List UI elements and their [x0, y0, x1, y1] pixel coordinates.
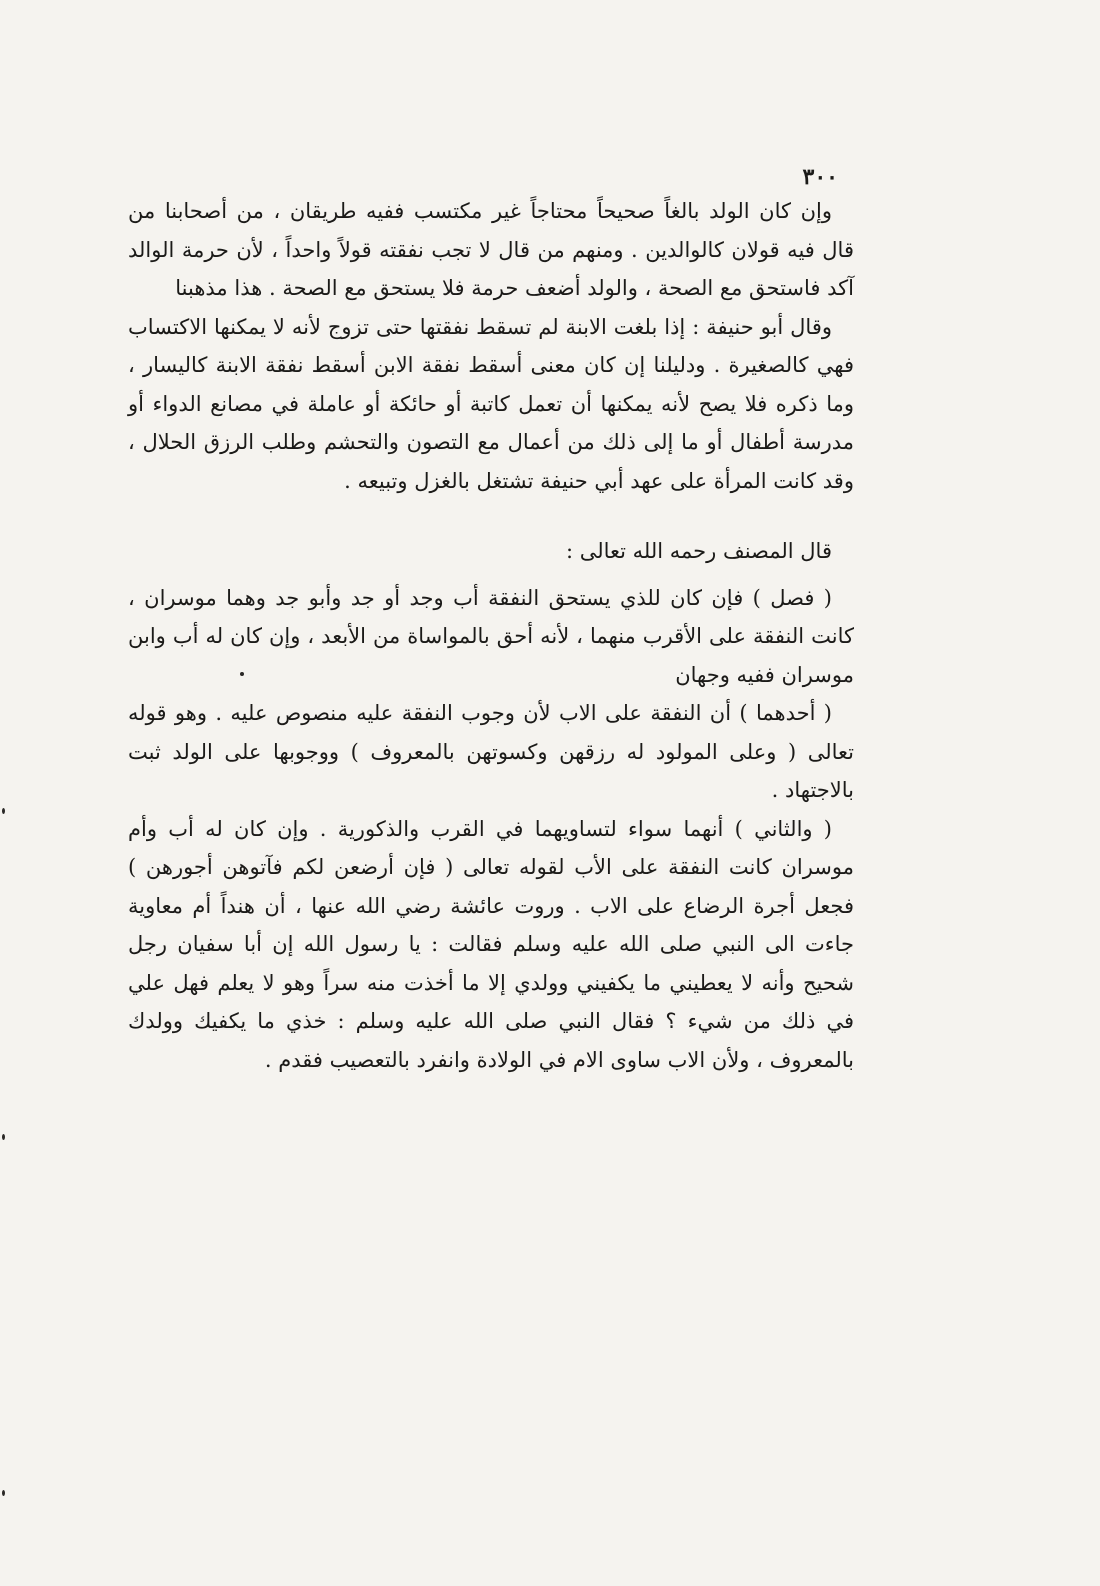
print-speck: [2, 1134, 5, 1140]
paragraph: وقال أبو حنيفة : إذا بلغت الابنة لم تسقط نفقتها حتى تزوج لأنه لا يمكنها الاكتساب فهي كالصغيرة . ودليلنا إن كان معنى أسقط نفقة الابن أسقط نفقة الابنة كاليسار ، وما ذكره فلا يصح لأنه يمكنها أن تعمل كاتبة أو حائكة أو عاملة في مصانع الدواء أو مدرسة أطفال أو ما إلى ذلك من أعمال مع التصون والتحشم وطلب الرزق الحلال ، وقد كانت المرأة على عهد أبي حنيفة تشتغل بالغزل وتبيعه .: [128, 314, 854, 493]
section-paragraph: ( والثاني ) أنهما سواء لتساويهما في القرب والذكورية . وإن كان له أب وأم موسران كانت النفقة على الأب لقوله تعالى ( فإن أرضعن لكم فآتوهن أجورهن ) فجعل أجرة الرضاع على الاب . وروت عائشة رضي الله عنها ، أن هنداً أم معاوية جاءت الى النبي صلى الله عليه وسلم فقالت : يا رسول الله إن أبا سفيان رجل شحيح وأنه لا يعطيني ما يكفيني وولدي إلا ما أخذت منه سراً وهو لا يعلم فهل علي في ذلك من شيء ؟ فقال النبي صلى الله عليه وسلم : خذي ما يكفيك وولدك بالمعروف ، ولأن الاب ساوى الام في الولادة وانفرد بالتعصيب فقدم .: [128, 816, 854, 1072]
print-speck: [2, 808, 5, 814]
print-speck: [240, 672, 244, 676]
author-heading: قال المصنف رحمه الله تعالى :: [565, 539, 832, 563]
section-paragraph: ( أحدهما ) أن النفقة على الاب لأن وجوب النفقة عليه منصوص عليه . وهو قوله تعالى ( وعلى المولود له رزقهن وكسوتهن بالمعروف ) ووجوبها على الولد ثبت بالاجتهاد .: [128, 701, 854, 802]
section-paragraph: ( فصل ) فإن كان للذي يستحق النفقة أب وجد أو جد وأبو جد وهما موسران ، كانت النفقة على الأقرب منهما ، لأنه أحق بالمواساة من الأبعد ، وإن كان له أب وابن موسران ففيه وجهان: [128, 585, 854, 687]
body-text: [128, 192, 854, 1079]
section-spacer: [128, 500, 854, 532]
print-speck: [2, 1490, 5, 1496]
paragraph: وإن كان الولد بالغاً صحيحاً محتاجاً غير مكتسب ففيه طريقان ، من أصحابنا من قال فيه قولان كالوالدين . ومنهم من قال لا تجب نفقته قولاً واحداً ، لأن حرمة الوالد آكد فاستحق مع الصحة ، والولد أضعف حرمة فلا يستحق مع الصحة . هذا مذهبنا: [128, 199, 854, 300]
section-spacer: [128, 571, 854, 579]
page-number: ٣٠٠: [802, 164, 838, 190]
